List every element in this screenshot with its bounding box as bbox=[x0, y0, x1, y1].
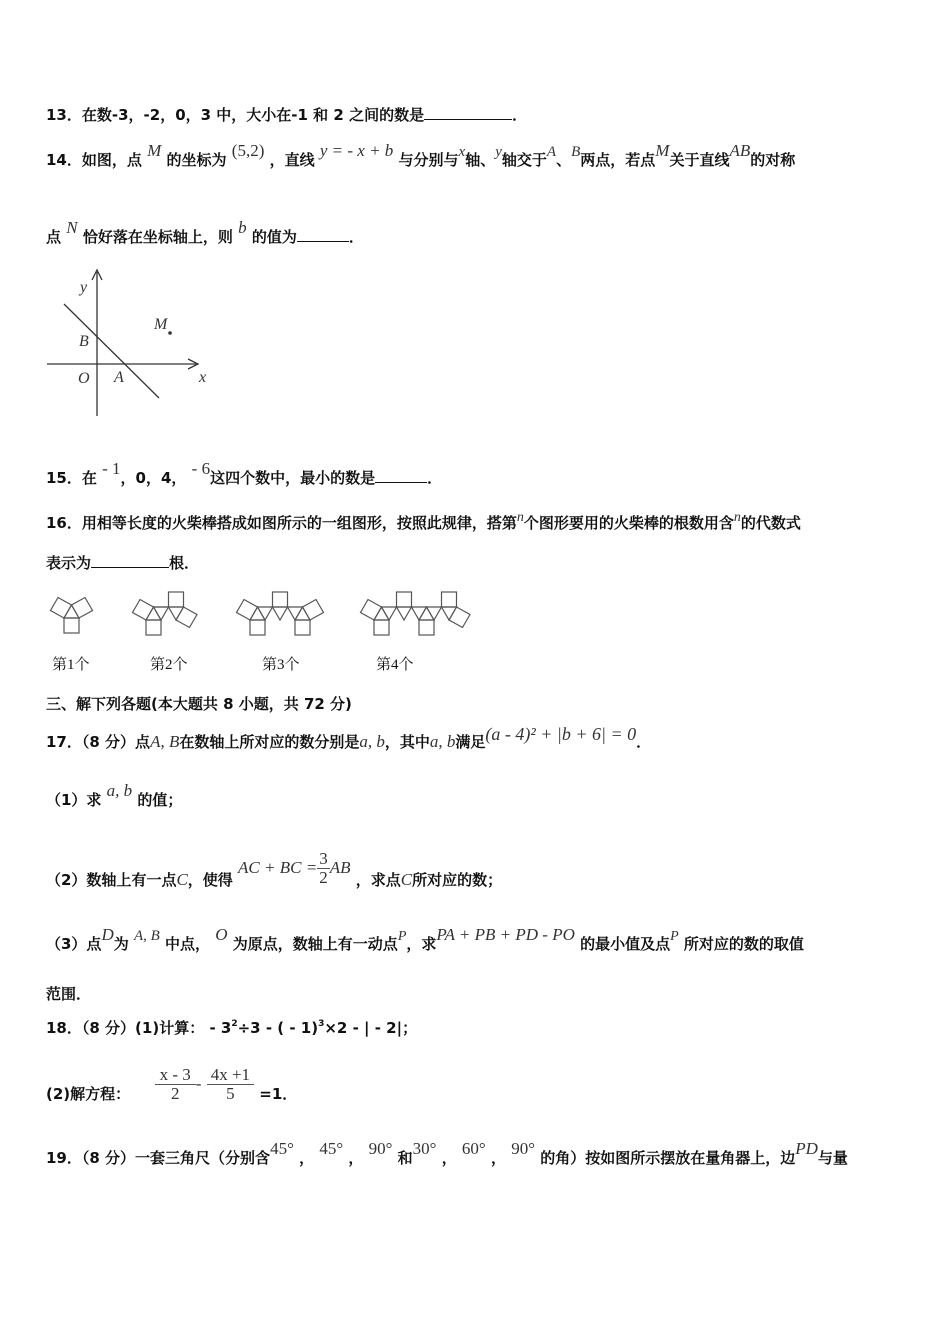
frac-denominator: 2 bbox=[319, 868, 328, 887]
q16-caption-2: 第2个 bbox=[150, 657, 188, 673]
frac-numerator: 4x +1 bbox=[207, 1066, 254, 1085]
math-coord: (5,2) bbox=[231, 141, 265, 160]
q18-expr: ÷3 - ( - 1) bbox=[237, 1019, 319, 1037]
frac-numerator: 3 bbox=[319, 849, 328, 868]
q13-number: 13． bbox=[46, 106, 82, 124]
q16-text: 用相等长度的火柴棒搭成如图所示的一组图形，按照此规律，搭第 bbox=[81, 514, 517, 532]
math-O: O bbox=[215, 925, 228, 944]
q14-coordinate-figure bbox=[44, 266, 214, 422]
q15-text: ，0，4， bbox=[120, 469, 187, 487]
fig-label-O: O bbox=[78, 370, 90, 387]
math-expression: PA + PB + PD - PO bbox=[436, 925, 575, 944]
q17-text: 满足 bbox=[455, 733, 486, 751]
q17-text: 点 bbox=[135, 733, 151, 751]
matchstick-figure-4 bbox=[361, 592, 471, 635]
math-fraction-2 bbox=[207, 1066, 254, 1103]
q17-sub2-text: 所对应的数； bbox=[412, 871, 503, 889]
q18-expr: - 3 bbox=[209, 1019, 232, 1037]
q17-text: ，其中 bbox=[384, 733, 430, 751]
math-A-B: A, B bbox=[150, 732, 180, 751]
math-angle-90: 90° bbox=[368, 1139, 393, 1158]
q17-sub2-text: ，使得 bbox=[187, 871, 233, 889]
math-fraction-1 bbox=[155, 1066, 196, 1103]
math-line-equation: y = - x + b bbox=[319, 141, 394, 160]
q14-text: 的值为 bbox=[251, 228, 297, 246]
q14-text: 点 bbox=[46, 228, 62, 246]
math-M: M bbox=[147, 141, 162, 160]
fig-label-A: A bbox=[114, 369, 124, 386]
q14-answer-blank[interactable] bbox=[297, 225, 349, 242]
math-a-b: a, b bbox=[429, 732, 456, 751]
math-y: y bbox=[495, 144, 502, 160]
question-14-line2 bbox=[46, 218, 364, 247]
math-minus: - bbox=[195, 1074, 202, 1093]
q14-number: 14． bbox=[46, 151, 82, 169]
q16-number: 16． bbox=[46, 514, 82, 532]
math-A-B: A, B bbox=[133, 928, 160, 944]
q15-text: 在 bbox=[81, 469, 97, 487]
q19-text: 的角）按如图所示摆放在量角器上，边 bbox=[540, 1149, 796, 1167]
math-equation-left: AC + BC = bbox=[238, 858, 318, 877]
q17-sub1-text: 的值； bbox=[137, 791, 183, 809]
math-A: A bbox=[546, 144, 557, 160]
q15-text: 这四个数中，最小的数是 bbox=[210, 469, 376, 487]
q13-end: ． bbox=[512, 106, 528, 124]
math-P: P bbox=[397, 929, 407, 944]
q16-caption-3: 第3个 bbox=[262, 657, 300, 673]
math-angle-45: 45° bbox=[319, 1139, 344, 1158]
frac-numerator: x - 3 bbox=[155, 1066, 196, 1085]
q14-text: 两点，若点 bbox=[580, 151, 656, 169]
question-16 bbox=[46, 510, 801, 535]
q14-text: 轴、 bbox=[465, 151, 496, 169]
q16-text: 表示为 bbox=[46, 554, 92, 572]
q19-text: 和 bbox=[397, 1149, 413, 1167]
q17-number: 17． bbox=[46, 733, 82, 751]
q18-number: 18． bbox=[46, 1019, 82, 1037]
q17-sub3-label: （3）点 bbox=[46, 935, 102, 953]
section-3-title: 三、解下列各题(本大题共 8 小题，共 72 分) bbox=[46, 695, 352, 713]
q18-rhs: =1． bbox=[259, 1085, 298, 1103]
q16-matchstick-figures bbox=[46, 590, 476, 650]
q18-sub1-label: (1)计算： bbox=[135, 1019, 205, 1037]
fig-label-B: B bbox=[79, 333, 89, 350]
question-18 bbox=[46, 1018, 417, 1041]
math-angle-30: 30° bbox=[412, 1139, 437, 1158]
q19-text: 一套三角尺（分别含 bbox=[135, 1149, 271, 1167]
q15-number: 15． bbox=[46, 469, 82, 487]
math-n: n bbox=[516, 510, 524, 525]
q16-caption-4: 第4个 bbox=[376, 657, 414, 673]
math-x: x bbox=[458, 144, 466, 160]
q14-text: ，直线 bbox=[269, 151, 315, 169]
matchstick-figure-1 bbox=[51, 598, 93, 634]
q18-exponent: 2 bbox=[231, 1019, 238, 1029]
q17-score: （8 分） bbox=[81, 733, 136, 751]
q17-sub3-text: 所对应的数的取值 bbox=[683, 935, 804, 953]
question-14 bbox=[46, 141, 796, 171]
q17-sub3-text: 的最小值及点 bbox=[580, 935, 671, 953]
question-17 bbox=[46, 724, 652, 752]
question-17-part-3-line2: 范围． bbox=[46, 985, 92, 1003]
math-N: N bbox=[66, 218, 78, 237]
question-17-part-1 bbox=[46, 781, 183, 810]
q18-sub2-label: (2)解方程： bbox=[46, 1085, 131, 1103]
q16-text: 根． bbox=[169, 554, 200, 572]
q17-sub1-label: （1）求 bbox=[46, 791, 102, 809]
math-B: B bbox=[571, 144, 581, 160]
math-fraction-3-2 bbox=[317, 850, 330, 887]
frac-denominator: 5 bbox=[226, 1084, 235, 1103]
q15-answer-blank[interactable] bbox=[375, 466, 427, 483]
q14-text: 、 bbox=[556, 151, 572, 169]
math-PD: PD bbox=[795, 1139, 818, 1158]
question-17-part-2 bbox=[46, 849, 503, 899]
math-AB: AB bbox=[729, 141, 751, 160]
math-C: C bbox=[400, 870, 413, 889]
math-P: P bbox=[670, 929, 679, 944]
question-17-part-3 bbox=[46, 925, 804, 956]
question-18-part-2 bbox=[46, 1065, 298, 1113]
q17-sub3-text: 为 bbox=[113, 935, 129, 953]
fig-label-x: x bbox=[199, 369, 207, 386]
q18-expr: ×2 - | - 2|； bbox=[324, 1019, 418, 1037]
math-a-b: a, b bbox=[359, 732, 385, 751]
question-16-line2 bbox=[46, 551, 199, 573]
math-angle-45: 45° bbox=[270, 1139, 294, 1158]
q17-sub2-label: （2）数轴上有一点 bbox=[46, 871, 177, 889]
q17-sub3-text: ，求 bbox=[406, 935, 437, 953]
q14-text: 如图，点 bbox=[81, 151, 142, 169]
q17-text: 在数轴上所对应的数分别是 bbox=[179, 733, 360, 751]
matchstick-figure-2 bbox=[133, 592, 198, 635]
q17-sub2-text: ，求点 bbox=[355, 871, 401, 889]
q15-end: ． bbox=[427, 469, 443, 487]
math-n: n bbox=[733, 510, 741, 525]
q19-score: （8 分） bbox=[81, 1149, 136, 1167]
math-M: M bbox=[655, 141, 670, 160]
math-D: D bbox=[101, 925, 114, 944]
question-19: 19．（8 分）一套三角尺（分别含45° ， 45° ， 90° 和30° ， 60° ， 90° 的角）按如图所示摆放在量角器上，边PD与量 bbox=[46, 1139, 848, 1167]
math-angle-90: 90° bbox=[511, 1139, 535, 1158]
q14-text: 关于直线 bbox=[669, 151, 730, 169]
q18-exponent: 3 bbox=[318, 1019, 325, 1029]
q14-end: ． bbox=[348, 228, 364, 246]
math-neg-1: - 1 bbox=[102, 459, 121, 478]
math-neg-sqrt6: - 6 bbox=[191, 459, 211, 478]
fig-label-y: y bbox=[80, 279, 88, 296]
q18-score: （8 分） bbox=[81, 1019, 136, 1037]
q16-text: 的代数式 bbox=[740, 514, 801, 532]
math-C: C bbox=[176, 870, 188, 889]
q19-text: 与量 bbox=[817, 1149, 848, 1167]
q17-sub3-text: 中点， bbox=[165, 935, 211, 953]
q16-text: 个图形要用的火柴棒的根数用含 bbox=[523, 514, 734, 532]
q17-end: ． bbox=[636, 733, 652, 751]
q17-sub3-text: 为原点，数轴上有一动点 bbox=[232, 935, 398, 953]
math-angle-60: 60° bbox=[461, 1139, 486, 1158]
q13-answer-blank[interactable] bbox=[424, 103, 512, 120]
q14-text: 恰好落在坐标轴上，则 bbox=[82, 228, 233, 246]
matchstick-figure-3 bbox=[237, 592, 324, 635]
q16-answer-blank[interactable] bbox=[91, 551, 169, 568]
q13-text: 在数-3，-2，0，3 中，大小在-1 和 2 之间的数是 bbox=[81, 106, 425, 124]
q19-number: 19． bbox=[46, 1149, 82, 1167]
math-condition: (a - 4)² + |b + 6| = 0 bbox=[485, 724, 637, 744]
question-13 bbox=[46, 103, 527, 125]
q14-text: 的坐标为 bbox=[166, 151, 227, 169]
math-b: b bbox=[238, 218, 247, 237]
q14-text: 与分别与 bbox=[398, 151, 459, 169]
frac-denominator: 2 bbox=[170, 1084, 180, 1103]
q14-text: 的对称 bbox=[750, 151, 796, 169]
q14-text: 轴交于 bbox=[501, 151, 547, 169]
q16-caption-1: 第1个 bbox=[52, 657, 90, 673]
math-a-b: a, b bbox=[106, 781, 133, 800]
math-equation-right: AB bbox=[329, 858, 351, 877]
fig-label-M: M bbox=[154, 316, 168, 333]
question-15 bbox=[46, 459, 443, 488]
